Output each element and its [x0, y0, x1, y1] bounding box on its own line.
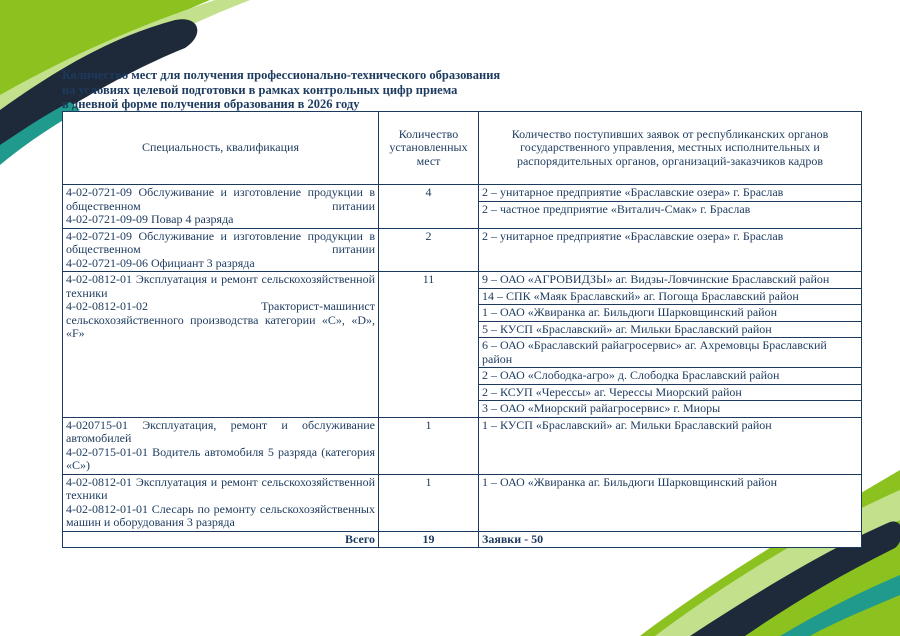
qualification-name: 4-02-0812-01-02 Тракторист-машинист сельскохозяйственного производства категории «С», «D», «F» [66, 299, 375, 340]
specialty-name: 4-02-0812-01 Эксплуатация и ремонт сельскохозяйственной техники [66, 272, 375, 300]
heading-line-1: Количество мест для получения профессионально-технического образования [62, 68, 501, 82]
specialty-cell [63, 272, 379, 418]
specialty-name: 4-02-0721-09 Обслуживание и изготовление продукции в общественном питании [66, 228, 375, 256]
places-cell: 2 [379, 228, 479, 272]
table-row [63, 272, 862, 418]
table-header-row [63, 112, 862, 185]
places-cell: 1 [379, 417, 479, 474]
table-row [63, 474, 862, 531]
heading-line-2: на условиях целевой подготовки в рамках контрольных цифр приема [62, 82, 458, 97]
application-item: 1 – КУСП «Браславский» аг. Мильки Браславский район [482, 417, 772, 432]
application-item: 6 – ОАО «Браславский райагросервис» аг. Ахремовцы Браславский район [479, 338, 861, 368]
specialty-name: 4-02-0812-01 Эксплуатация и ремонт сельскохозяйственной техники [66, 474, 375, 502]
application-item: 9 – ОАО «АГРОВИДЗЫ» аг. Видзы-Ловчинские Браславский район [479, 272, 861, 289]
specialty-cell [63, 228, 379, 272]
specialty-name: 4-02-0721-09 Обслуживание и изготовление продукции в общественном питании [66, 185, 375, 213]
specialty-cell [63, 417, 379, 474]
applications-cell [479, 474, 862, 531]
qualification-name: 4-02-0715-01-01 Водитель автомобиля 5 разряда (категория «С») [66, 444, 375, 472]
table-row [63, 228, 862, 272]
table-row [63, 185, 862, 229]
places-cell: 11 [379, 272, 479, 418]
qualification-name: 4-02-0812-01-01 Слесарь по ремонту сельскохозяйственных машин и оборудования 3 разряда [66, 501, 375, 529]
specialty-cell [63, 474, 379, 531]
application-item: 14 – СПК «Маяк Браславский» аг. Погоща Браславский район [479, 289, 861, 306]
document-heading [62, 68, 622, 112]
application-item: 2 – унитарное предприятие «Браславские озера» г. Браслав [479, 185, 861, 202]
application-item: 2 – КСУП «Черессы» аг. Чересcы Миорский район [479, 385, 861, 402]
applications-cell [479, 185, 862, 229]
application-item: 2 – унитарное предприятие «Браславские озера» г. Браслав [482, 228, 784, 243]
admission-table [62, 111, 862, 548]
header-places: Количество установленных мест [379, 112, 479, 185]
total-label: Всего [63, 531, 379, 548]
specialty-cell [63, 185, 379, 229]
places-cell: 1 [379, 474, 479, 531]
specialty-name: 4-020715-01 Эксплуатация, ремонт и обслуживание автомобилей [66, 417, 375, 445]
qualification-name: 4-02-0721-09-09 Повар 4 разряда [66, 212, 234, 226]
application-item: 3 – ОАО «Миорский райагросервис» г. Миоры [482, 401, 721, 415]
header-applications: Количество поступивших заявок от республиканских органов государственного управления, местных исполнительных и распорядительных органов, организаций-заказчиков кадров [479, 112, 862, 185]
total-applications: Заявки - 50 [479, 531, 862, 548]
heading-line-3: в дневной форме получения образования в 2026 году [62, 97, 360, 111]
application-item: 2 – ОАО «Слободка-агро» д. Слободка Браславский район [479, 368, 861, 385]
total-row [63, 531, 862, 548]
total-places: 19 [379, 531, 479, 548]
table-row [63, 417, 862, 474]
qualification-name: 4-02-0721-09-06 Официант 3 разряда [66, 255, 255, 270]
application-item: 1 – ОАО «Жвиранка аг. Бильдюги Шарковщинский район [482, 474, 778, 489]
applications-cell [479, 417, 862, 474]
applications-cell [479, 272, 862, 418]
application-item: 1 – ОАО «Жвиранка аг. Бильдюги Шарковщинский район [479, 305, 861, 322]
header-specialty: Специальность, квалификация [63, 112, 379, 185]
places-cell: 4 [379, 185, 479, 229]
application-item: 5 – КУСП «Браславский» аг. Мильки Браславский район [479, 322, 861, 339]
application-item: 2 – частное предприятие «Виталич-Смак» г. Браслав [482, 201, 751, 216]
applications-cell [479, 228, 862, 272]
